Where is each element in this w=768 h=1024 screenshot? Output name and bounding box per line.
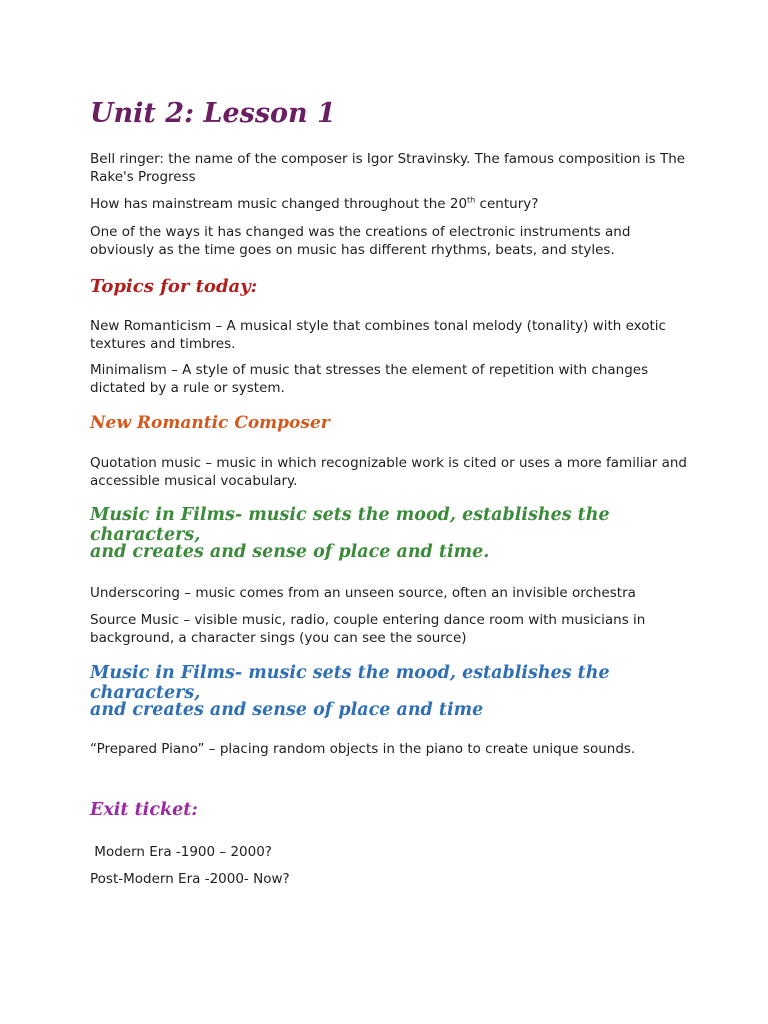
new-romantic-composer-heading: New Romantic Composer: [90, 413, 330, 433]
minimalism-definition: Minimalism – A style of music that stresses the element of repetition with changes dictated by a rule or system.: [90, 362, 649, 396]
films-heading-green-line1: Music in Films- music sets the mood, establishes the characters,: [90, 505, 610, 545]
source-music-definition: Source Music – visible music, radio, couple entering dance room with musicians in background, a character sings (you can see the source): [90, 612, 646, 646]
prepared-piano-definition: “Prepared Piano” – placing random objects in the piano to create unique sounds.: [90, 741, 636, 757]
question-superscript: th: [467, 195, 476, 205]
underscoring-definition: Underscoring – music comes from an unseen source, often an invisible orchestra: [90, 585, 636, 601]
question-after: century?: [475, 196, 539, 212]
bell-ringer-text: Bell ringer: the name of the composer is Igor Stravinsky. The famous composition is The Rake's Progress: [90, 151, 686, 185]
question-text: [90, 195, 690, 213]
new-romanticism-definition: New Romanticism – A musical style that combines tonal melody (tonality) with exotic textures and timbres.: [90, 318, 666, 352]
films-heading-green-line2: and creates and sense of place and time.: [90, 542, 490, 562]
page-title: Unit 2: Lesson 1: [90, 98, 336, 129]
modern-era-text: Modern Era -1900 – 2000?: [90, 844, 272, 860]
exit-ticket-heading: Exit ticket:: [90, 800, 198, 820]
answer-text: One of the ways it has changed was the creations of electronic instruments and obviously as the time goes on music has different rhythms, beats, and styles.: [90, 224, 631, 258]
post-modern-era-text: Post-Modern Era -2000- Now?: [90, 871, 290, 887]
topics-heading: Topics for today:: [90, 276, 258, 297]
quotation-music-definition: Quotation music – music in which recognizable work is cited or uses a more familiar and accessible musical vocabulary.: [90, 455, 687, 489]
films-heading-blue-line2: and creates and sense of place and time: [90, 700, 484, 720]
question-before: How has mainstream music changed throughout the 20: [90, 196, 468, 212]
films-heading-blue-line1: Music in Films- music sets the mood, establishes the characters,: [90, 663, 610, 703]
